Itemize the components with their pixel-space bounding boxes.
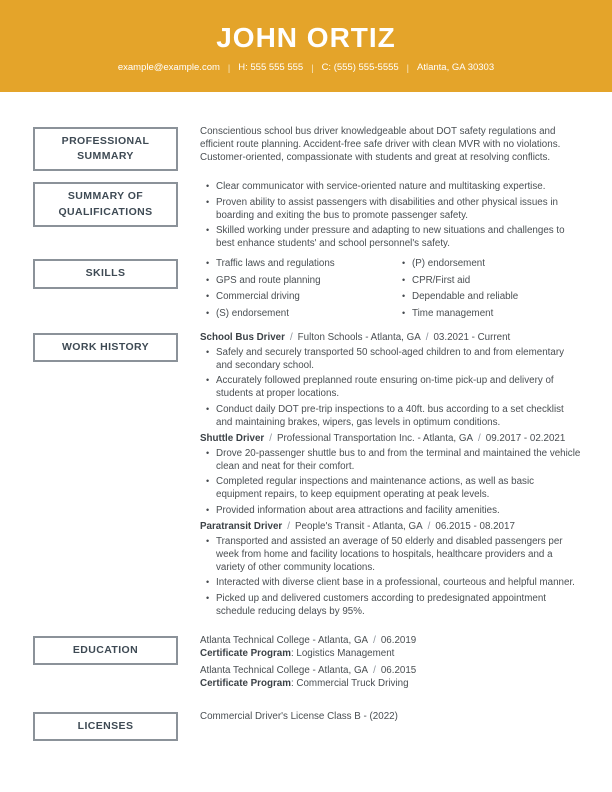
bullet-icon: •	[206, 403, 210, 414]
section-skills	[33, 257, 582, 320]
skill-item: • Traffic laws and regulations	[206, 258, 335, 270]
job-bullet: • Transported and assisted an average of 50 elderly and disabled passengers per week from home and facility locations to hospitals, healthcare providers and a variety of other community locations.	[206, 535, 563, 573]
education-school: Atlanta Technical College - Atlanta, GA	[200, 664, 369, 676]
section-label-work-history: WORK HISTORY	[33, 333, 178, 362]
section-qualifications	[33, 180, 582, 250]
bullet-icon: •	[206, 375, 210, 386]
job-title: Paratransit Driver	[200, 520, 283, 532]
education-program-value: : Commercial Truck Driving	[290, 678, 409, 690]
job-company: Professional Transportation Inc. - Atlanta, GA	[276, 432, 474, 444]
professional-summary-text: Conscientious school bus driver knowledgeable about DOT safety regulations and efficient route planning. Accident-free safe driver with clean MVR with no violations. Customer-oriented, compassionate with students and great at resolving conflicts.	[200, 126, 561, 163]
section-label-skills: SKILLS	[33, 259, 178, 288]
education-program-label: Certificate Program	[200, 678, 291, 690]
slash-separator: /	[478, 432, 481, 444]
slash-separator: /	[289, 331, 293, 343]
bullet-icon: •	[206, 274, 210, 285]
qualification-bullet: • Clear communicator with service-oriented nature and multitasking expertise.	[206, 181, 546, 193]
contact-location: Atlanta, GA 30303	[417, 62, 495, 74]
qualification-bullet: • Skilled working under pressure and adapting to new situations and challenges to best enhance students' and school personnel's safety.	[206, 225, 565, 250]
skill-item: • (P) endorsement	[402, 258, 485, 270]
skill-item: • CPR/First aid	[402, 274, 471, 286]
job-bullet: • Accurately followed preplanned route ensuring on-time pick-up and delivery of students at proper locations.	[206, 375, 554, 400]
bullet-icon: •	[206, 447, 210, 458]
job-bullet: • Conduct daily DOT pre-trip inspections to a 40ft. bus according to a set checklist and maintaining brakes, wipers, gas levels in optimum conditions.	[206, 403, 564, 428]
job-company: Fulton Schools - Atlanta, GA	[297, 331, 421, 343]
job-bullet: • Picked up and delivered customers according to predesignated appointment schedule reducing delays by 95%.	[206, 592, 547, 617]
contact-separator: |	[311, 62, 314, 73]
job-header	[200, 520, 582, 533]
candidate-name: JOHN ORTIZ	[216, 21, 396, 53]
job-company: People's Transit - Atlanta, GA	[294, 520, 423, 532]
section-label-licenses: LICENSES	[33, 712, 178, 741]
job-title: Shuttle Driver	[200, 432, 265, 444]
bullet-icon: •	[206, 181, 210, 192]
bullet-icon: •	[206, 196, 210, 207]
skill-item: • GPS and route planning	[206, 274, 321, 286]
bullet-icon: •	[402, 274, 406, 285]
section-licenses	[33, 710, 582, 741]
bullet-icon: •	[402, 291, 406, 302]
education-school: Atlanta Technical College - Atlanta, GA	[200, 634, 369, 646]
contact-cell-phone: C: (555) 555-5555	[321, 62, 399, 74]
contact-email: example@example.com	[117, 62, 220, 74]
job-header	[200, 331, 582, 344]
bullet-icon: •	[206, 291, 210, 302]
slash-separator: /	[427, 520, 431, 532]
bullet-icon: •	[206, 592, 210, 603]
job-dates: 03.2021 - Current	[433, 331, 511, 343]
skill-item: • Time management	[402, 307, 494, 319]
job-bullet: • Completed regular inspections and maintenance actions, as well as basic equipment repairs, to keep equipment operating at peak levels.	[206, 476, 535, 501]
contact-home-phone: H: 555 555 555	[238, 62, 304, 74]
slash-separator: /	[373, 664, 376, 676]
job-header	[200, 432, 582, 445]
skill-item: • Commercial driving	[206, 291, 300, 303]
bullet-icon: •	[206, 258, 210, 269]
skill-item: • Dependable and reliable	[402, 291, 519, 303]
education-date: 06.2015	[380, 664, 417, 676]
contact-separator: |	[227, 62, 231, 73]
bullet-icon: •	[206, 577, 210, 588]
bullet-icon: •	[206, 504, 210, 515]
slash-separator: /	[425, 331, 429, 343]
section-professional-summary	[33, 125, 582, 171]
education-program-value: : Logistics Management	[290, 648, 395, 660]
bullet-icon: •	[206, 346, 210, 357]
header-band	[0, 0, 612, 92]
contact-separator: |	[406, 62, 410, 73]
skills-column-1	[200, 257, 396, 320]
job-bullet: • Provided information about area attractions and facility amenities.	[206, 504, 500, 516]
job-entry	[200, 331, 582, 429]
slash-separator: /	[269, 432, 272, 444]
job-title: School Bus Driver	[200, 331, 285, 343]
skills-column-2	[396, 257, 518, 320]
bullet-icon: •	[206, 307, 210, 318]
bullet-icon: •	[402, 258, 406, 269]
license-text: Commercial Driver's License Class B - (2022)	[200, 710, 398, 722]
job-dates: 09.2017 - 02.2021	[485, 432, 566, 444]
job-entry	[200, 432, 582, 517]
section-label-qualifications: SUMMARY OF QUALIFICATIONS	[33, 182, 178, 226]
skill-item: • (S) endorsement	[206, 307, 289, 319]
bullet-icon: •	[402, 307, 406, 318]
section-education	[33, 634, 582, 694]
slash-separator: /	[287, 520, 290, 532]
bullet-icon: •	[206, 476, 210, 487]
job-entry	[200, 520, 582, 618]
education-entry	[200, 664, 582, 691]
contact-line	[118, 62, 494, 73]
education-entry	[200, 634, 582, 661]
bullet-icon: •	[206, 535, 210, 546]
section-label-professional-summary: PROFESSIONAL SUMMARY	[33, 127, 178, 171]
resume-body	[0, 125, 612, 741]
slash-separator: /	[373, 634, 376, 646]
section-label-education: EDUCATION	[33, 636, 178, 665]
education-program-label: Certificate Program	[200, 648, 291, 660]
qualification-bullet: • Proven ability to assist passengers with disabilities and other physical issues in boarding and exiting the bus to promote passenger safety.	[206, 196, 558, 221]
job-bullet: • Interacted with diverse client base in a professional, courteous and helpful manner.	[206, 577, 575, 589]
job-bullet: • Drove 20-passenger shuttle bus to and from the terminal and maintained the vehicle clean and neat for their comfort.	[206, 447, 581, 472]
job-bullet: • Safely and securely transported 50 school-aged children to and from elementary and secondary school.	[206, 346, 564, 371]
education-date: 06.2019	[380, 634, 417, 646]
section-work-history	[33, 331, 582, 621]
job-dates: 06.2015 - 08.2017	[435, 520, 515, 532]
bullet-icon: •	[206, 225, 210, 236]
